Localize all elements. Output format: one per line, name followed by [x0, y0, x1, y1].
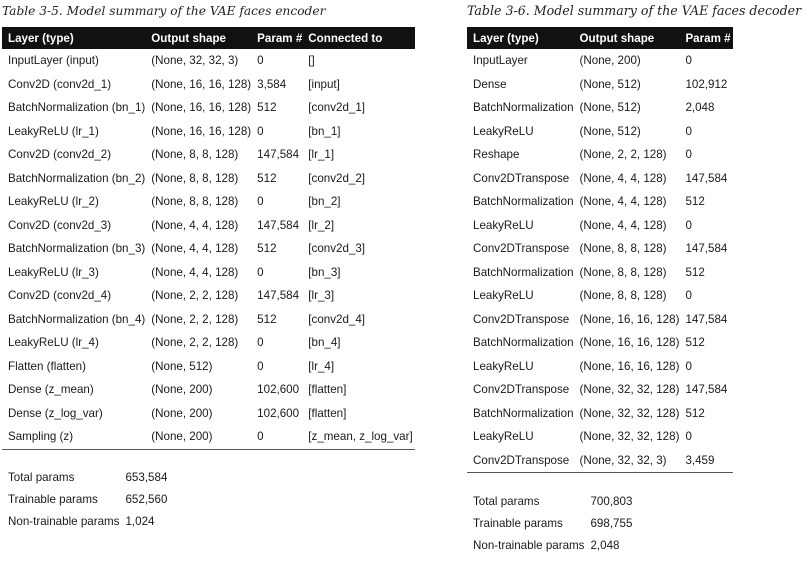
layer-type-cell: LeakyReLU — [473, 218, 534, 232]
connected-to-cell: [lr_4] — [308, 359, 335, 373]
encoder-totals — [2, 467, 167, 533]
table-row — [467, 120, 733, 144]
output-shape-cell: (None, 32, 32, 128) — [579, 383, 680, 397]
param-count-cell: 0 — [257, 265, 264, 279]
output-shape-cell: (None, 8, 8, 128) — [579, 242, 667, 256]
connected-to-cell: [lr_2] — [308, 218, 335, 232]
output-shape-cell: (None, 4, 4, 128) — [151, 218, 239, 232]
connected-to-cell: [conv2d_2] — [308, 171, 366, 185]
output-shape-cell: (None, 16, 16, 128) — [579, 336, 680, 350]
param-count-cell: 0 — [257, 54, 264, 68]
totals-value: 698,755 — [590, 516, 633, 530]
layer-type-cell: LeakyReLU — [473, 289, 534, 303]
layer-type-cell: BatchNormalization — [473, 101, 574, 115]
col-header-layer-type: Layer (type) — [2, 27, 145, 49]
param-count-cell: 0 — [685, 289, 692, 303]
param-count-cell: 0 — [257, 359, 264, 373]
table-row — [2, 425, 415, 449]
layer-type-cell: InputLayer — [473, 54, 528, 68]
layer-type-cell: LeakyReLU — [473, 430, 534, 444]
decoder-summary — [467, 0, 807, 556]
table-row — [467, 378, 733, 402]
layer-type-cell: Conv2DTranspose — [473, 312, 570, 326]
param-count-cell: 512 — [257, 171, 277, 185]
param-count-cell: 512 — [257, 101, 277, 115]
table-row — [2, 308, 415, 332]
param-count-cell: 512 — [685, 336, 705, 350]
layer-type-cell: Conv2DTranspose — [473, 383, 570, 397]
totals-label: Non-trainable params — [8, 515, 120, 528]
output-shape-cell: (None, 16, 16, 128) — [151, 124, 252, 138]
param-count-cell: 512 — [685, 195, 705, 209]
connected-to-cell: [bn_1] — [308, 124, 341, 138]
layer-type-cell: LeakyReLU (lr_3) — [8, 265, 99, 279]
layer-type-cell: BatchNormalization — [473, 195, 574, 209]
table-row — [2, 73, 415, 97]
table-row — [2, 49, 415, 73]
param-count-cell: 147,584 — [685, 171, 728, 185]
param-count-cell: 512 — [685, 265, 705, 279]
table-row — [467, 214, 733, 238]
layer-type-cell: BatchNormalization (bn_2) — [8, 171, 146, 185]
totals-label: Non-trainable params — [473, 538, 585, 552]
output-shape-cell: (None, 200) — [145, 425, 251, 449]
connected-to-cell: [z_mean, z_log_var] — [302, 425, 415, 449]
totals-label: Trainable params — [473, 516, 563, 530]
param-count-cell: 0 — [685, 124, 692, 138]
param-count-cell: 0 — [251, 425, 302, 449]
layer-type-cell: InputLayer (input) — [8, 54, 99, 68]
param-count-cell: 147,584 — [257, 218, 300, 232]
table-row — [467, 190, 733, 214]
param-count-cell: 147,584 — [257, 289, 300, 303]
layer-type-cell: BatchNormalization — [473, 265, 574, 279]
connected-to-cell: [conv2d_1] — [308, 101, 366, 115]
decoder-totals-body — [467, 490, 632, 556]
table-row — [467, 96, 733, 120]
table-row — [467, 49, 733, 73]
connected-to-cell: [flatten] — [308, 406, 347, 420]
output-shape-cell: (None, 32, 32, 128) — [579, 406, 680, 420]
totals-row — [2, 489, 167, 511]
output-shape-cell: (None, 8, 8, 128) — [579, 265, 667, 279]
output-shape-cell: (None, 8, 8, 128) — [579, 289, 667, 303]
table-row — [2, 167, 415, 191]
layer-type-cell: Conv2D (conv2d_2) — [8, 148, 112, 162]
col-header-connected-to: Connected to — [302, 27, 415, 49]
output-shape-cell: (None, 8, 8, 128) — [151, 195, 239, 209]
encoder-table-body — [2, 49, 415, 449]
connected-to-cell: [conv2d_3] — [308, 242, 366, 256]
param-count-cell: 147,584 — [685, 312, 728, 326]
output-shape-cell: (None, 512) — [579, 124, 641, 138]
table-row — [467, 143, 733, 167]
col-header-param-count: Param # — [251, 27, 302, 49]
connected-to-cell: [] — [308, 54, 315, 68]
param-count-cell: 512 — [685, 406, 705, 420]
layer-type-cell: Dense (z_mean) — [8, 383, 94, 397]
connected-to-cell: [bn_4] — [308, 336, 341, 350]
encoder-header-row — [2, 27, 415, 49]
decoder-totals — [467, 490, 632, 556]
output-shape-cell: (None, 8, 8, 128) — [151, 171, 239, 185]
param-count-cell: 0 — [257, 336, 264, 350]
table-row — [2, 237, 415, 261]
layer-type-cell: Reshape — [473, 148, 520, 162]
output-shape-cell: (None, 2, 2, 128) — [579, 148, 667, 162]
table-row — [2, 96, 415, 120]
param-count-cell: 147,584 — [685, 242, 728, 256]
table-row — [467, 167, 733, 191]
encoder-summary — [2, 0, 415, 533]
output-shape-cell: (None, 4, 4, 128) — [579, 195, 667, 209]
table-row — [2, 355, 415, 379]
encoder-totals-body — [2, 467, 167, 533]
connected-to-cell: [input] — [308, 77, 340, 91]
table-row — [467, 425, 733, 449]
layer-type-cell: BatchNormalization (bn_4) — [8, 312, 146, 326]
layer-type-cell: LeakyReLU — [473, 359, 534, 373]
totals-row — [467, 534, 632, 556]
layer-type-cell: BatchNormalization (bn_3) — [8, 242, 146, 256]
layer-type-cell: Conv2D (conv2d_1) — [8, 77, 112, 91]
output-shape-cell: (None, 2, 2, 128) — [151, 289, 239, 303]
totals-row — [2, 511, 167, 533]
totals-value: 653,584 — [125, 471, 168, 484]
connected-to-cell: [conv2d_4] — [308, 312, 366, 326]
table-row — [2, 261, 415, 285]
table-row — [2, 143, 415, 167]
encoder-caption: Table 3-5. Model summary of the VAE faces encoder — [2, 4, 326, 18]
output-shape-cell: (None, 4, 4, 128) — [151, 265, 239, 279]
param-count-cell: 0 — [257, 195, 264, 209]
table-row — [467, 261, 733, 285]
connected-to-cell: [flatten] — [308, 383, 347, 397]
output-shape-cell: (None, 16, 16, 128) — [579, 312, 680, 326]
totals-value: 700,803 — [590, 494, 633, 508]
layer-type-cell: Conv2D (conv2d_3) — [8, 218, 112, 232]
layer-type-cell: Conv2DTranspose — [473, 171, 570, 185]
output-shape-cell: (None, 16, 16, 128) — [579, 359, 680, 373]
totals-value: 1,024 — [125, 515, 155, 528]
param-count-cell: 512 — [257, 242, 277, 256]
col-header-output-shape: Output shape — [574, 27, 680, 49]
table-row — [467, 308, 733, 332]
decoder-table-body — [467, 49, 733, 473]
layer-type-cell: LeakyReLU (lr_2) — [8, 195, 99, 209]
output-shape-cell: (None, 2, 2, 128) — [151, 312, 239, 326]
output-shape-cell: (None, 512) — [579, 77, 641, 91]
layer-type-cell: Sampling (z) — [2, 425, 145, 449]
layer-type-cell: BatchNormalization — [473, 336, 574, 350]
totals-value: 652,560 — [125, 493, 168, 506]
layer-type-cell: Flatten (flatten) — [8, 359, 86, 373]
param-count-cell: 0 — [685, 218, 692, 232]
totals-row — [467, 490, 632, 512]
output-shape-cell: (None, 32, 32, 3) — [151, 54, 239, 68]
layer-type-cell: LeakyReLU — [473, 124, 534, 138]
totals-label: Total params — [8, 471, 75, 484]
layer-type-cell: LeakyReLU (lr_4) — [8, 336, 99, 350]
param-count-cell: 147,584 — [685, 383, 728, 397]
table-row — [467, 402, 733, 426]
table-row — [2, 120, 415, 144]
totals-row — [2, 467, 167, 489]
param-count-cell: 0 — [257, 124, 264, 138]
connected-to-cell: [lr_1] — [308, 148, 335, 162]
param-count-cell: 512 — [257, 312, 277, 326]
table-row — [467, 331, 733, 355]
totals-row — [467, 512, 632, 534]
layer-type-cell: LeakyReLU (lr_1) — [8, 124, 99, 138]
table-row — [467, 73, 733, 97]
layer-type-cell: Dense — [473, 77, 507, 91]
totals-label: Trainable params — [8, 493, 98, 506]
output-shape-cell: (None, 4, 4, 128) — [579, 171, 667, 185]
output-shape-cell: (None, 200) — [579, 54, 641, 68]
param-count-cell: 3,459 — [679, 449, 733, 473]
param-count-cell: 3,584 — [257, 77, 287, 91]
output-shape-cell: (None, 32, 32, 128) — [579, 430, 680, 444]
connected-to-cell: [bn_2] — [308, 195, 341, 209]
encoder-table — [2, 27, 415, 450]
param-count-cell: 102,600 — [257, 406, 300, 420]
decoder-table — [467, 27, 733, 473]
output-shape-cell: (None, 200) — [151, 406, 213, 420]
param-count-cell: 0 — [685, 359, 692, 373]
table-row — [2, 331, 415, 355]
param-count-cell: 2,048 — [685, 101, 715, 115]
decoder-caption: Table 3-6. Model summary of the VAE faces decoder — [467, 3, 802, 18]
table-row — [2, 190, 415, 214]
output-shape-cell: (None, 16, 16, 128) — [151, 77, 252, 91]
col-header-param-count: Param # — [679, 27, 733, 49]
param-count-cell: 0 — [685, 430, 692, 444]
param-count-cell: 102,912 — [685, 77, 728, 91]
output-shape-cell: (None, 4, 4, 128) — [151, 242, 239, 256]
layer-type-cell: Dense (z_log_var) — [8, 406, 103, 420]
layer-type-cell: BatchNormalization — [473, 406, 574, 420]
output-shape-cell: (None, 32, 32, 3) — [574, 449, 680, 473]
param-count-cell: 102,600 — [257, 383, 300, 397]
table-row — [2, 214, 415, 238]
layer-type-cell: Conv2DTranspose — [473, 242, 570, 256]
param-count-cell: 147,584 — [257, 148, 300, 162]
table-row — [2, 402, 415, 426]
table-row — [467, 284, 733, 308]
table-row — [467, 237, 733, 261]
output-shape-cell: (None, 8, 8, 128) — [151, 148, 239, 162]
output-shape-cell: (None, 200) — [151, 383, 213, 397]
layer-type-cell: BatchNormalization (bn_1) — [8, 101, 146, 115]
table-row — [2, 378, 415, 402]
table-row — [467, 355, 733, 379]
param-count-cell: 0 — [685, 54, 692, 68]
output-shape-cell: (None, 2, 2, 128) — [151, 336, 239, 350]
col-header-layer-type: Layer (type) — [467, 27, 574, 49]
decoder-header-row — [467, 27, 733, 49]
output-shape-cell: (None, 512) — [579, 101, 641, 115]
totals-label: Total params — [473, 494, 540, 508]
param-count-cell: 0 — [685, 148, 692, 162]
connected-to-cell: [lr_3] — [308, 289, 335, 303]
totals-value: 2,048 — [590, 538, 620, 552]
output-shape-cell: (None, 4, 4, 128) — [579, 218, 667, 232]
layer-type-cell: Conv2D (conv2d_4) — [8, 289, 112, 303]
output-shape-cell: (None, 16, 16, 128) — [151, 101, 252, 115]
table-row — [2, 284, 415, 308]
output-shape-cell: (None, 512) — [151, 359, 213, 373]
col-header-output-shape: Output shape — [145, 27, 251, 49]
table-row — [467, 449, 733, 473]
connected-to-cell: [bn_3] — [308, 265, 341, 279]
layer-type-cell: Conv2DTranspose — [467, 449, 574, 473]
